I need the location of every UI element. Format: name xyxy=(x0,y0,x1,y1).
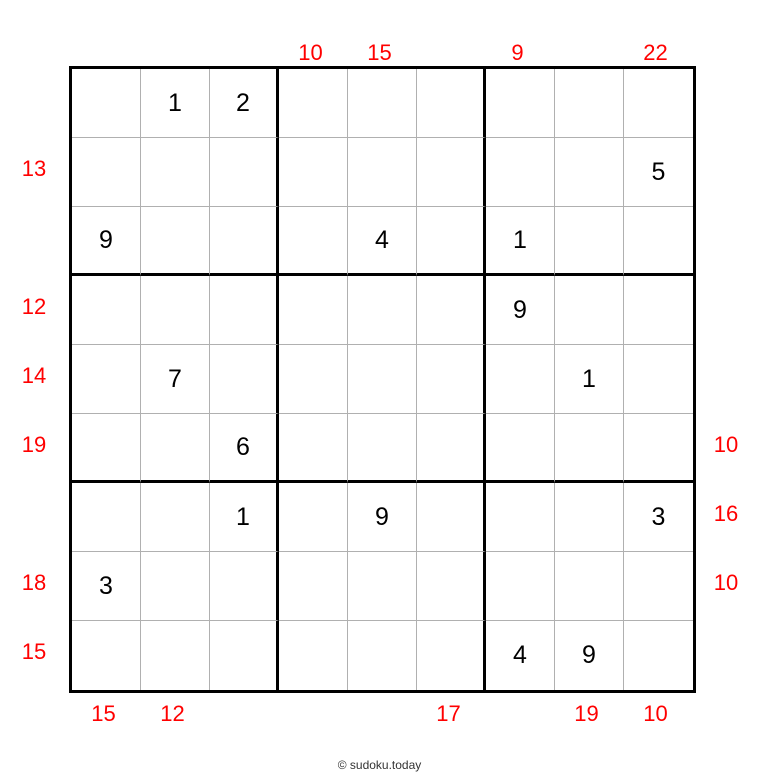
cell-r9c6[interactable] xyxy=(417,621,486,690)
cell-r4c1[interactable] xyxy=(72,276,141,345)
cell-r5c9[interactable] xyxy=(624,345,693,414)
cell-r4c7[interactable]: 9 xyxy=(486,276,555,345)
cell-r5c4[interactable] xyxy=(279,345,348,414)
cell-r2c9[interactable]: 5 xyxy=(624,138,693,207)
sudoku-grid xyxy=(69,66,696,693)
sum-top-col-2 xyxy=(138,42,207,64)
sum-right-row-2 xyxy=(696,158,756,180)
sum-top-col-1 xyxy=(69,42,138,64)
cell-r3c4[interactable] xyxy=(279,207,348,276)
cell-r8c4[interactable] xyxy=(279,552,348,621)
sum-bottom-col-5 xyxy=(345,703,414,725)
sum-right-row-3 xyxy=(696,227,756,249)
sum-left-row-5: 14 xyxy=(21,363,47,388)
cell-r6c8[interactable] xyxy=(555,414,624,483)
sum-top-col-6 xyxy=(414,42,483,64)
cell-r3c3[interactable] xyxy=(210,207,279,276)
cell-r3c1[interactable]: 9 xyxy=(72,207,141,276)
cell-r3c7[interactable]: 1 xyxy=(486,207,555,276)
cell-r7c6[interactable] xyxy=(417,483,486,552)
cell-r9c3[interactable] xyxy=(210,621,279,690)
cell-r1c6[interactable] xyxy=(417,69,486,138)
sum-left-row-1 xyxy=(4,89,64,111)
cell-r7c2[interactable] xyxy=(141,483,210,552)
sum-left-row-9: 15 xyxy=(21,639,47,664)
cell-r2c4[interactable] xyxy=(279,138,348,207)
cell-r4c8[interactable] xyxy=(555,276,624,345)
cell-r4c6[interactable] xyxy=(417,276,486,345)
cell-r3c9[interactable] xyxy=(624,207,693,276)
sum-top-col-3 xyxy=(207,42,276,64)
cell-r8c3[interactable] xyxy=(210,552,279,621)
sum-right-row-4 xyxy=(696,296,756,318)
sum-bottom-col-9: 10 xyxy=(643,701,668,726)
cell-r1c9[interactable] xyxy=(624,69,693,138)
cell-r6c9[interactable] xyxy=(624,414,693,483)
sum-bottom-col-4 xyxy=(276,703,345,725)
sum-bottom-col-2: 12 xyxy=(160,701,185,726)
cell-r2c5[interactable] xyxy=(348,138,417,207)
cell-r5c5[interactable] xyxy=(348,345,417,414)
cell-r1c4[interactable] xyxy=(279,69,348,138)
cell-r2c7[interactable] xyxy=(486,138,555,207)
cell-r7c3[interactable]: 1 xyxy=(210,483,279,552)
cell-r9c8[interactable]: 9 xyxy=(555,621,624,690)
cell-r9c4[interactable] xyxy=(279,621,348,690)
cell-r8c5[interactable] xyxy=(348,552,417,621)
cell-r9c5[interactable] xyxy=(348,621,417,690)
cell-r5c3[interactable] xyxy=(210,345,279,414)
cell-r6c7[interactable] xyxy=(486,414,555,483)
cell-r7c8[interactable] xyxy=(555,483,624,552)
sum-right-row-1 xyxy=(696,89,756,111)
cell-r5c7[interactable] xyxy=(486,345,555,414)
cell-r2c6[interactable] xyxy=(417,138,486,207)
cell-r2c8[interactable] xyxy=(555,138,624,207)
cell-r6c3[interactable]: 6 xyxy=(210,414,279,483)
sum-top-col-4: 10 xyxy=(298,40,323,65)
sum-top-col-7: 9 xyxy=(511,40,524,65)
cell-r6c4[interactable] xyxy=(279,414,348,483)
sum-left-row-2: 13 xyxy=(21,156,47,181)
cell-r8c6[interactable] xyxy=(417,552,486,621)
cell-r7c9[interactable]: 3 xyxy=(624,483,693,552)
footer-credit: © sudoku.today xyxy=(337,758,422,772)
cell-r2c1[interactable] xyxy=(72,138,141,207)
cell-r4c2[interactable] xyxy=(141,276,210,345)
cell-r6c2[interactable] xyxy=(141,414,210,483)
cell-r4c9[interactable] xyxy=(624,276,693,345)
cell-r7c5[interactable]: 9 xyxy=(348,483,417,552)
sum-bottom-col-1: 15 xyxy=(91,701,116,726)
cell-r2c2[interactable] xyxy=(141,138,210,207)
sum-left-row-6: 19 xyxy=(21,432,47,457)
cell-r8c9[interactable] xyxy=(624,552,693,621)
cell-r4c4[interactable] xyxy=(279,276,348,345)
sum-bottom-col-8: 19 xyxy=(574,701,599,726)
cell-r5c6[interactable] xyxy=(417,345,486,414)
sum-top-col-9: 22 xyxy=(643,40,668,65)
cell-r2c3[interactable] xyxy=(210,138,279,207)
cell-r7c1[interactable] xyxy=(72,483,141,552)
cell-r5c8[interactable]: 1 xyxy=(555,345,624,414)
sum-right-row-6: 10 xyxy=(713,432,739,457)
cell-r8c2[interactable] xyxy=(141,552,210,621)
cell-r3c2[interactable] xyxy=(141,207,210,276)
cell-r1c2[interactable]: 1 xyxy=(141,69,210,138)
sum-left-row-3 xyxy=(4,227,64,249)
cell-r7c4[interactable] xyxy=(279,483,348,552)
cell-r8c1[interactable]: 3 xyxy=(72,552,141,621)
cell-r5c1[interactable] xyxy=(72,345,141,414)
sum-top-col-5: 15 xyxy=(367,40,392,65)
sum-top-col-8 xyxy=(552,42,621,64)
cell-r1c1[interactable] xyxy=(72,69,141,138)
sum-left-row-7 xyxy=(4,503,64,525)
cell-r6c5[interactable] xyxy=(348,414,417,483)
cell-r1c5[interactable] xyxy=(348,69,417,138)
sum-bottom-col-7 xyxy=(483,703,552,725)
sum-bottom-col-3 xyxy=(207,703,276,725)
cell-r4c3[interactable] xyxy=(210,276,279,345)
cell-r6c1[interactable] xyxy=(72,414,141,483)
cell-r3c5[interactable]: 4 xyxy=(348,207,417,276)
cell-r1c8[interactable] xyxy=(555,69,624,138)
cell-r4c5[interactable] xyxy=(348,276,417,345)
cell-r1c7[interactable] xyxy=(486,69,555,138)
cell-r7c7[interactable] xyxy=(486,483,555,552)
cell-r3c8[interactable] xyxy=(555,207,624,276)
sum-right-row-5 xyxy=(696,365,756,387)
cell-r8c7[interactable] xyxy=(486,552,555,621)
sum-right-row-7: 16 xyxy=(713,501,739,526)
cell-r3c6[interactable] xyxy=(417,207,486,276)
cell-r9c2[interactable] xyxy=(141,621,210,690)
cell-r1c3[interactable]: 2 xyxy=(210,69,279,138)
cell-r9c1[interactable] xyxy=(72,621,141,690)
sum-bottom-col-6: 17 xyxy=(436,701,461,726)
sum-right-row-8: 10 xyxy=(713,570,739,595)
cell-r5c2[interactable]: 7 xyxy=(141,345,210,414)
cell-r9c7[interactable]: 4 xyxy=(486,621,555,690)
sum-left-row-8: 18 xyxy=(21,570,47,595)
cell-r8c8[interactable] xyxy=(555,552,624,621)
sum-right-row-9 xyxy=(696,641,756,663)
cell-r9c9[interactable] xyxy=(624,621,693,690)
cell-r6c6[interactable] xyxy=(417,414,486,483)
sum-left-row-4: 12 xyxy=(21,294,47,319)
